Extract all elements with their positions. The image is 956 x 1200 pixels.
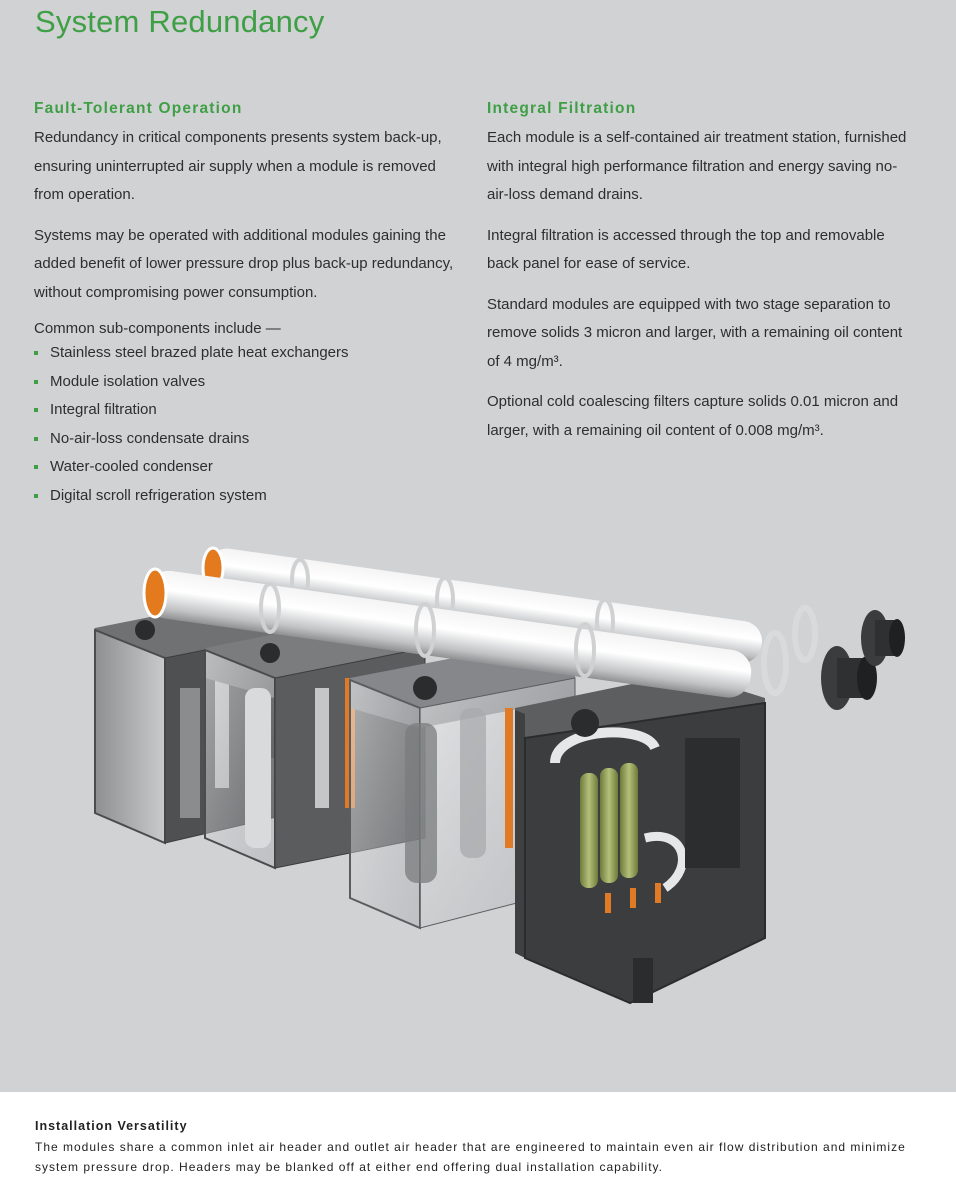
modular-dryer-system-image — [85, 538, 915, 1018]
bullet-icon — [34, 494, 38, 498]
list-item-label: Integral filtration — [50, 401, 157, 418]
list-item-label: Module isolation valves — [50, 372, 206, 390]
installation-versatility-panel — [0, 1092, 956, 1200]
module-4 — [515, 673, 765, 1003]
paragraph: Optional cold coalescing filters capture solids 0.01 micron and larger, with a remaining oil content of 0.008 mg/m³. — [487, 393, 899, 439]
footer-heading: Installation Versatility — [35, 1119, 188, 1133]
paragraph: Standard modules are equipped with two stage separation to remove solids 3 micron and larger, with a remaining oil content of 4 mg/m³. — [487, 295, 903, 370]
paragraph: Each module is a self-contained air treatment station, furnished with integral high performance filtration and energy saving no-air-loss demand drains. — [487, 129, 907, 203]
section-heading: Integral Filtration — [487, 100, 637, 117]
list-item — [34, 453, 464, 482]
blank-off-caps — [821, 610, 905, 710]
section-heading: Fault-Tolerant Operation — [34, 100, 243, 117]
list-intro: Common sub-components include — — [34, 320, 281, 337]
list-item — [34, 368, 464, 397]
list-item — [34, 482, 464, 511]
bullet-icon — [34, 465, 38, 469]
list-item-label: Stainless steel brazed plate heat exchangers — [50, 344, 349, 361]
list-item-label: No-air-loss condensate drains — [50, 429, 250, 447]
bullet-icon — [34, 408, 38, 412]
integral-filtration-section — [487, 100, 917, 457]
list-item — [34, 339, 464, 368]
bullet-icon — [34, 380, 38, 384]
bullet-icon — [34, 437, 38, 441]
bullet-icon — [34, 351, 38, 355]
fault-tolerant-section — [34, 100, 464, 510]
list-item — [34, 425, 464, 454]
paragraph: Systems may be operated with additional modules gaining the added benefit of lower pressure drop plus back-up redundancy, without compromising power consumption. — [34, 226, 454, 301]
list-item-label: Water-cooled condenser — [50, 458, 213, 475]
paragraph: Integral filtration is accessed through the top and removable back panel for ease of service. — [487, 226, 885, 272]
list-item-label: Digital scroll refrigeration system — [50, 486, 267, 504]
sub-components-list — [34, 339, 464, 510]
footer-text: The modules share a common inlet air header and outlet air header that are engineered to maintain even air flow distribution and minimize system pressure drop. Headers may be blanked off at either end offering dual installation capability. — [35, 1140, 906, 1174]
paragraph: Redundancy in critical components presents system back-up, ensuring uninterrupted air supply when a module is removed from operation. — [34, 129, 442, 203]
list-item — [34, 396, 464, 425]
page-title: System Redundancy — [35, 4, 325, 39]
